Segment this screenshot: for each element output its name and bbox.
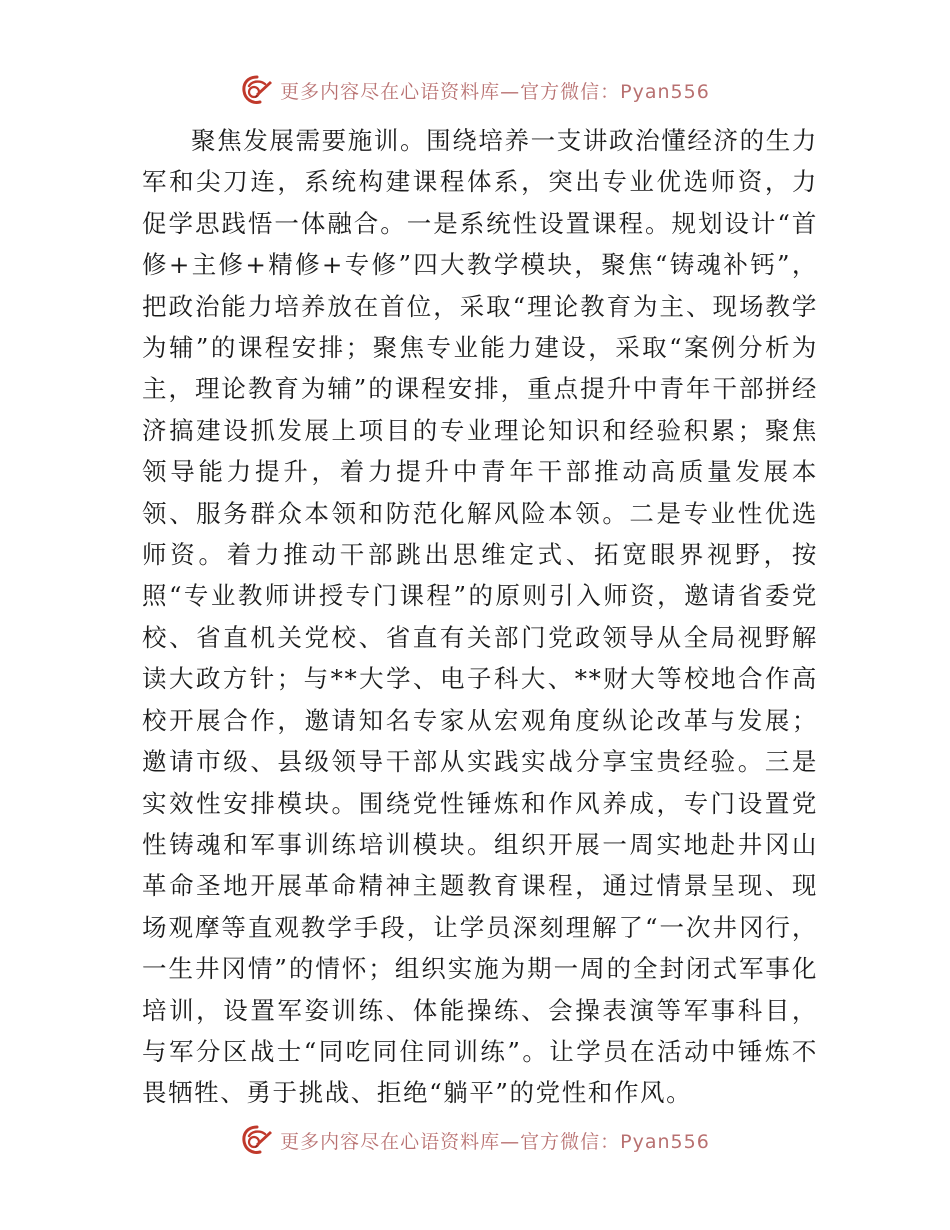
header-banner xyxy=(0,68,950,112)
footer-banner-text: 更多内容尽在心语资料库—官方微信：Pyan556 xyxy=(280,1130,710,1153)
header-banner-text: 更多内容尽在心语资料库—官方微信：Pyan556 xyxy=(280,80,710,103)
red-pen-swirl-logo-icon xyxy=(240,73,274,107)
footer-banner xyxy=(0,1118,950,1162)
body-paragraph: 聚焦发展需要施训。围绕培养一支讲政治懂经济的生力军和尖刀连，系统构建课程体系，突出专业优选师资，力促学思践悟一体融合。一是系统性设置课程。规划设计“首修+主修+精修+专修”四大教学模块，聚焦“铸魂补钙”，把政治能力培养放在首位，采取“理论教育为主、现场教学为辅”的课程安排；聚焦专业能力建设，采取“案例分析为主，理论教育为辅”的课程安排，重点提升中青年干部拼经济搞建设抓发展上项目的专业理论知识和经验积累；聚焦领导能力提升，着力提升中青年干部推动高质量发展本领、服务群众本领和防范化解风险本领。二是专业性优选师资。着力推动干部跳出思维定式、拓宽眼界视野，按照“专业教师讲授专门课程”的原则引入师资，邀请省委党校、省直机关党校、省直有关部门党政领导从全局视野解读大政方针；与**大学、电子科大、**财大等校地合作高校开展合作，邀请知名专家从宏观角度纵论改革与发展；邀请市级、县级领导干部从实践实战分享宝贵经验。三是实效性安排模块。围绕党性锤炼和作风养成，专门设置党性铸魂和军事训练培训模块。组织开展一周实地赴井冈山革命圣地开展革命精神主题教育课程，通过情景呈现、现场观摩等直观教学手段，让学员深刻理解了“一次井冈行，一生井冈情”的情怀；组织实施为期一周的全封闭式军事化培训，设置军姿训练、体能操练、会操表演等军事科目，与军分区战士“同吃同住同训练”。让学员在活动中锤炼不畏牺牲、勇于挑战、拒绝“躺平”的党性和作风。 xyxy=(142,126,818,1108)
red-pen-swirl-logo-icon xyxy=(240,1123,274,1157)
document-body xyxy=(142,120,818,1114)
